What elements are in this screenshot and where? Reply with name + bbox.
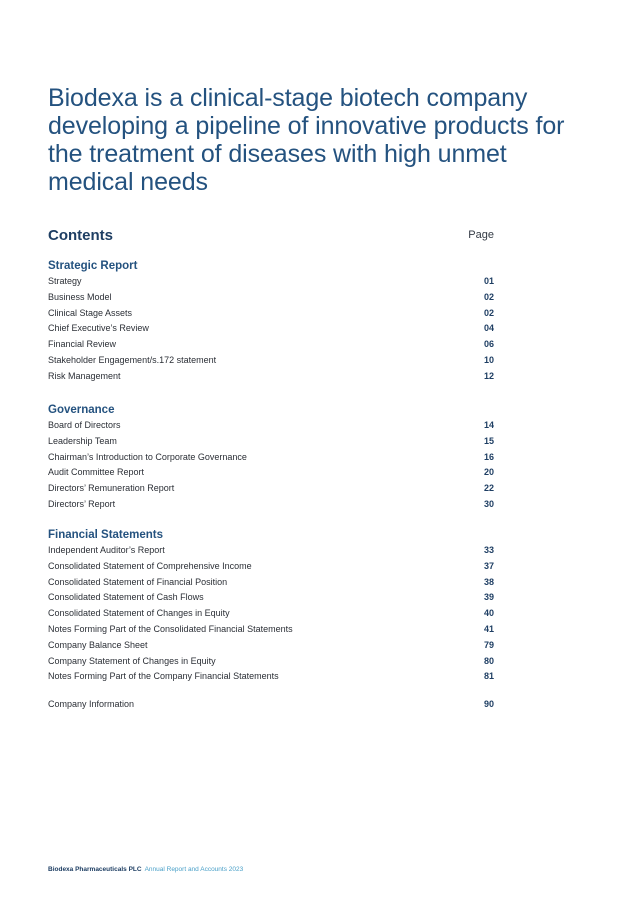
page-footer xyxy=(48,866,243,873)
page-headline: Biodexa is a clinical-stage biotech company developing a pipeline of innovative products for the treatment of diseases with high unmet medical needs xyxy=(48,84,565,196)
toc-entry-label: Company Statement of Changes in Equity xyxy=(48,655,216,666)
toc-entry-label: Stakeholder Engagement/s.172 statement xyxy=(48,354,217,365)
toc-entry-page: 40 xyxy=(483,608,494,619)
toc-entry-label: Board of Directors xyxy=(48,420,121,430)
toc-entry[interactable] xyxy=(48,543,494,559)
toc-entry[interactable] xyxy=(48,306,494,322)
toc-entry-page: 14 xyxy=(483,420,494,430)
section-title: Governance xyxy=(48,404,115,416)
toc-entry-label: Directors’ Remuneration Report xyxy=(48,483,175,494)
toc-section-financial-statements xyxy=(48,528,494,685)
footer-company-name: Biodexa Pharmaceuticals PLC xyxy=(48,866,142,873)
toc-entry[interactable] xyxy=(48,290,494,306)
toc-entry[interactable] xyxy=(48,590,494,606)
toc-entry-page: 01 xyxy=(483,276,494,286)
toc-entry[interactable] xyxy=(48,481,494,497)
toc-entry[interactable] xyxy=(48,559,494,575)
section-title: Strategic Report xyxy=(48,260,138,272)
toc-entry-label: Strategy xyxy=(48,276,82,286)
toc-entry-page: 10 xyxy=(483,354,494,365)
toc-entry[interactable] xyxy=(48,450,494,466)
toc-entry-label: Independent Auditor’s Report xyxy=(48,545,165,555)
toc-entry-label: Consolidated Statement of Comprehensive Income xyxy=(48,560,252,571)
toc-entry-label: Business Model xyxy=(48,291,112,302)
toc-entry-page: 41 xyxy=(483,623,494,634)
toc-entry[interactable] xyxy=(48,622,494,638)
toc-entry[interactable] xyxy=(48,465,494,481)
toc-entry-label: Directors’ Report xyxy=(48,498,116,509)
section-title: Financial Statements xyxy=(48,529,164,541)
toc-section-strategic-report xyxy=(48,259,494,385)
toc-entry-label: Consolidated Statement of Cash Flows xyxy=(48,592,204,603)
toc-entry[interactable] xyxy=(48,274,494,290)
toc-entry-page: 81 xyxy=(483,671,494,682)
toc-entry-page: 16 xyxy=(483,451,494,462)
toc-entry[interactable] xyxy=(48,418,494,434)
toc-entry-label: Chairman’s Introduction to Corporate Governance xyxy=(48,451,247,462)
toc-entry-label: Consolidated Statement of Financial Position xyxy=(48,576,228,587)
toc-entry[interactable] xyxy=(48,337,494,353)
toc-entry-page: 02 xyxy=(483,291,494,302)
toc-entry-page: 30 xyxy=(483,498,494,509)
toc-entry-page: 15 xyxy=(483,435,494,446)
toc-entry-page: 39 xyxy=(483,592,494,603)
toc-entry-page: 12 xyxy=(483,370,494,381)
toc-entry-label: Company Balance Sheet xyxy=(48,639,148,650)
toc-entry[interactable] xyxy=(48,654,494,670)
toc-entry-page: 33 xyxy=(483,545,494,555)
toc-entry-label: Company Information xyxy=(48,699,135,709)
toc-entry-label: Audit Committee Report xyxy=(48,467,145,478)
contents-header xyxy=(48,227,494,247)
page-column-label: Page xyxy=(468,229,494,241)
toc-entry-page: 02 xyxy=(483,307,494,318)
toc-entry-label: Consolidated Statement of Changes in Equity xyxy=(48,608,230,619)
toc-entry-label: Leadership Team xyxy=(48,435,117,446)
toc-entry[interactable] xyxy=(48,497,494,513)
toc-section-governance xyxy=(48,403,494,513)
toc-entry[interactable] xyxy=(48,638,494,654)
toc-entry-page: 90 xyxy=(483,699,494,709)
toc-entry-label: Financial Review xyxy=(48,339,117,350)
toc-entry-page: 80 xyxy=(483,655,494,666)
toc-entry-page: 79 xyxy=(483,639,494,650)
toc-entry[interactable] xyxy=(48,353,494,369)
toc-entry-page: 38 xyxy=(483,576,494,587)
toc-entry-label: Chief Executive’s Review xyxy=(48,323,149,334)
toc-entry[interactable] xyxy=(48,697,494,713)
contents-title: Contents xyxy=(48,227,113,244)
toc-entry[interactable] xyxy=(48,669,494,685)
toc-entry-page: 04 xyxy=(483,323,494,334)
toc-entry[interactable] xyxy=(48,606,494,622)
toc-entry-page: 22 xyxy=(483,483,494,494)
toc-entry[interactable] xyxy=(48,575,494,591)
toc-entry[interactable] xyxy=(48,369,494,385)
toc-entry[interactable] xyxy=(48,434,494,450)
toc-entry-label: Clinical Stage Assets xyxy=(48,307,133,318)
toc-entry-label: Notes Forming Part of the Consolidated Financial Statements xyxy=(48,623,293,634)
footer-report-title: Annual Report and Accounts 2023 xyxy=(144,866,244,873)
toc-entry-page: 06 xyxy=(483,339,494,350)
toc-entry-page: 37 xyxy=(483,560,494,571)
toc-entry-page: 20 xyxy=(483,467,494,478)
toc-entry-label: Notes Forming Part of the Company Financial Statements xyxy=(48,671,279,682)
toc-entry-label: Risk Management xyxy=(48,370,121,381)
toc-entry[interactable] xyxy=(48,321,494,337)
toc-section-company-information xyxy=(48,697,494,713)
